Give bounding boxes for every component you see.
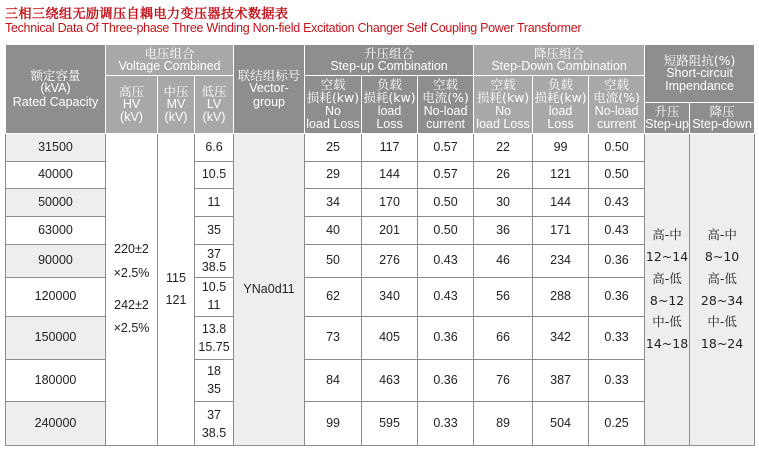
down-load-loss-cell: 288 [533,277,589,316]
capacity-cell: 40000 [6,161,106,189]
down-no-load-current-cell: 0.33 [589,359,645,402]
header-hv: 高压 HV (kV) [106,76,158,134]
header-impedance-step-down: 降压 Step-down [690,103,755,134]
up-load-loss-cell: 170 [362,189,418,217]
header-down-load-loss: 负载 损耗(kw) load Loss [533,76,589,134]
down-no-load-current-cell: 0.43 [589,189,645,217]
up-load-loss-cell: 117 [362,134,418,162]
down-no-load-current-cell: 0.50 [589,161,645,189]
lv-cell: 10.5 [195,161,234,189]
down-load-loss-cell: 144 [533,189,589,217]
down-no-load-current-cell: 0.36 [589,277,645,316]
down-no-load-loss-cell: 89 [474,402,533,446]
impedance-step-up-cell: 高-中 12~14 高-低 8~12 中-低 14~18 [645,134,690,446]
header-rated-capacity: 额定容量 (kVA) Rated Capacity [6,45,106,134]
capacity-cell: 63000 [6,217,106,245]
capacity-cell: 240000 [6,402,106,446]
capacity-cell: 31500 [6,134,106,162]
header-mv: 中压 MV (kV) [158,76,195,134]
header-impedance-step-up: 升压 Step-up [645,103,690,134]
down-no-load-loss-cell: 56 [474,277,533,316]
impedance-step-down-cell: 高-中 8~10 高-低 28~34 中-低 18~24 [690,134,755,446]
down-no-load-current-cell: 0.25 [589,402,645,446]
capacity-cell: 50000 [6,189,106,217]
down-load-loss-cell: 504 [533,402,589,446]
header-vector-group: 联结组标号 Vector- group [234,45,305,134]
vector-group-cell: YNa0d11 [234,134,305,446]
up-no-load-loss-cell: 62 [305,277,362,316]
up-load-loss-cell: 340 [362,277,418,316]
up-no-load-loss-cell: 34 [305,189,362,217]
up-load-loss-cell: 201 [362,217,418,245]
up-no-load-current-cell: 0.43 [418,244,474,277]
down-no-load-current-cell: 0.43 [589,217,645,245]
header-up-no-load-loss: 空载 损耗(kw) No load Loss [305,76,362,134]
lv-cell: 37 38.5 [195,244,234,277]
up-load-loss-cell: 405 [362,317,418,360]
up-no-load-current-cell: 0.43 [418,277,474,316]
header-step-up: 升压组合 Step-up Combination [305,45,474,76]
down-no-load-loss-cell: 36 [474,217,533,245]
lv-cell: 18 35 [195,359,234,402]
down-no-load-loss-cell: 30 [474,189,533,217]
lv-cell: 35 [195,217,234,245]
down-no-load-loss-cell: 26 [474,161,533,189]
down-no-load-current-cell: 0.50 [589,134,645,162]
header-up-no-load-current: 空载 电流(%) No-load current [418,76,474,134]
lv-cell: 10.5 11 [195,277,234,316]
up-no-load-current-cell: 0.33 [418,402,474,446]
down-no-load-current-cell: 0.33 [589,317,645,360]
lv-cell: 6.6 [195,134,234,162]
lv-cell: 13.8 15.75 [195,317,234,360]
header-down-no-load-loss: 空载 损耗(kw) No load Loss [474,76,533,134]
down-no-load-loss-cell: 66 [474,317,533,360]
header-impedance: 短路阻抗(%) Short-circuit Impendance [645,45,755,103]
down-no-load-loss-cell: 76 [474,359,533,402]
technical-data-table [5,44,755,446]
up-no-load-loss-cell: 29 [305,161,362,189]
up-load-loss-cell: 595 [362,402,418,446]
header-up-load-loss: 负载 损耗(kw) load Loss [362,76,418,134]
up-no-load-loss-cell: 84 [305,359,362,402]
up-no-load-loss-cell: 50 [305,244,362,277]
capacity-cell: 150000 [6,317,106,360]
down-no-load-loss-cell: 22 [474,134,533,162]
down-load-loss-cell: 171 [533,217,589,245]
page-title-cn: 三相三绕组无励调压自耦电力变压器技术数据表 [5,7,289,22]
hv-cell: 220±2 ×2.5% 242±2 ×2.5% [106,134,158,446]
up-load-loss-cell: 463 [362,359,418,402]
header-lv: 低压 LV (kV) [195,76,234,134]
up-no-load-current-cell: 0.57 [418,161,474,189]
header-voltage-combined: 电压组合 Voltage Combined [106,45,234,76]
up-load-loss-cell: 144 [362,161,418,189]
up-no-load-current-cell: 0.36 [418,317,474,360]
up-no-load-current-cell: 0.50 [418,189,474,217]
capacity-cell: 90000 [6,244,106,277]
up-no-load-current-cell: 0.36 [418,359,474,402]
up-no-load-loss-cell: 73 [305,317,362,360]
down-no-load-loss-cell: 46 [474,244,533,277]
down-no-load-current-cell: 0.36 [589,244,645,277]
page-title-en: Technical Data Of Three-phase Three Winding Non-field Excitation Changer Self Coupling Power Transformer [5,21,582,35]
lv-cell: 37 38.5 [195,402,234,446]
down-load-loss-cell: 342 [533,317,589,360]
up-no-load-loss-cell: 25 [305,134,362,162]
up-load-loss-cell: 276 [362,244,418,277]
lv-cell: 11 [195,189,234,217]
down-load-loss-cell: 99 [533,134,589,162]
header-down-no-load-current: 空载 电流(%) No-load current [589,76,645,134]
capacity-cell: 180000 [6,359,106,402]
up-no-load-current-cell: 0.57 [418,134,474,162]
table-row [6,134,755,162]
down-load-loss-cell: 234 [533,244,589,277]
down-load-loss-cell: 387 [533,359,589,402]
mv-cell: 115 121 [158,134,195,446]
up-no-load-loss-cell: 40 [305,217,362,245]
up-no-load-current-cell: 0.50 [418,217,474,245]
header-step-down: 降压组合 Step-Down Combination [474,45,645,76]
capacity-cell: 120000 [6,277,106,316]
down-load-loss-cell: 121 [533,161,589,189]
up-no-load-loss-cell: 99 [305,402,362,446]
